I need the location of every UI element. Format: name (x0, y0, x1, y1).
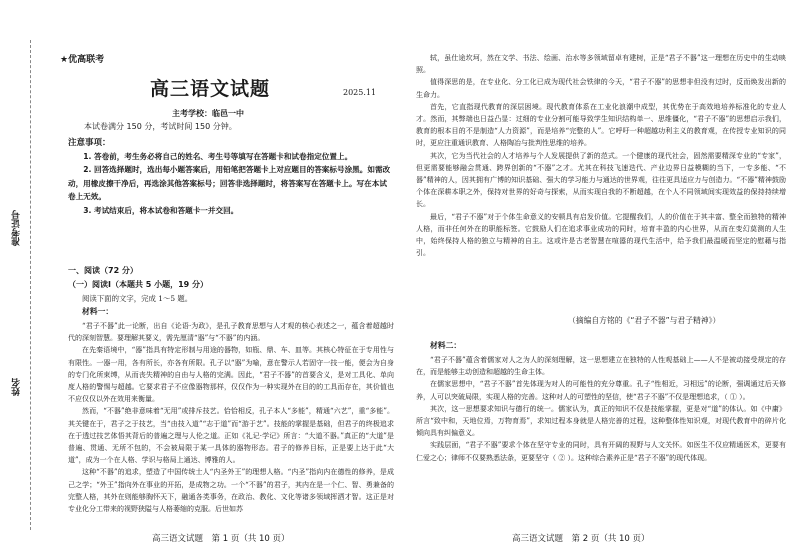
notice-title: 注意事项： (68, 138, 111, 148)
footer-page-1: 高三语文试题 第 1 页（共 10 页） (152, 534, 290, 544)
cut-line (30, 40, 31, 530)
notice-item: 1. 答卷前，考生务必将自己的姓名、考生号等填写在答题卡和试卷指定位置上。 (83, 152, 353, 161)
paragraph: “君子不器”蕴含着儒家对人之为人的深刻理解，这一思想建立在独特的人性观基础上——人不是被动接受规定的存在，而是能够主动创造和超越的生命主体。 (416, 356, 786, 377)
paragraph: 然而，“不器”绝非意味着“无用”或排斥技艺。恰恰相反，孔子本人“多能”，精通“六艺”，重“多能”。其关键在于，君子之于技艺，当“由技入道”“志于道”而“游于艺”。技能的掌握是基础，但君子的终极追求在于透过技艺体悟其背后的普遍之理与人伦之道。正如《礼记·学记》所言：“大道不器。”真正的“大道”是普遍、贯通、无所不包的，不会被局限于某一具体的器物形态。君子的修养目标，正是要上达于此“大道”，成为一个在人格、学识与格局上通达、博雅的人。 (68, 407, 394, 465)
paragraph: 这种“不器”的追求，塑造了中国传统士人“内圣外王”的理想人格。“内圣”指向内在德性的修养，是成己之学；“外王”指向外在事业的开拓，是成物之功。一个“不器”的君子，其内在是一个仁、智、勇兼备的完整人格，其外在则能够胸怀天下，融通各类事务，在政治、教化、文化等诸多领域挥洒才智。这正是对专业化分工带来的视野狭隘与人格萎缩的克服。后世如苏 (68, 468, 394, 514)
section-title: 一、阅读（72 分） (68, 266, 138, 275)
page-title: 高三语文试题 (150, 78, 271, 100)
notice-list (68, 150, 394, 217)
paragraph: 首先，它直指现代教育的深层困境。现代教育体系在工业化浪潮中成型，其优势在于高效地培养标准化的专业人才。然而，其弊端也日益凸显：过细的专业分割可能导致学生知识结构单一、思维僵化，“君子不器”的思想启示我们，教育的根本目的不是制造“人力资源”，而是培养“完整的人”。它呼吁一种超越功利主义的教育观，在传授专业知识的同时，更应注重通识教育、人格陶冶与批判性思维的培养。 (416, 102, 786, 148)
paragraph: 其次，这一思想要求知识与德行的统一。儒家认为，真正的知识不仅是技能掌握，更是对“道”的体认。如《中庸》所言“致中和，天地位焉，万物育焉”，求知过程本身就是人格完善的过程，这种整体性知识观，对现代教育中的碎片化倾向具有纠偏意义。 (416, 404, 786, 438)
subsection-title: （一）阅读Ⅰ（本题共 5 小题，19 分） (68, 280, 209, 289)
material-one-heading: 材料一： (82, 307, 114, 316)
candidate-number-label: 准考证号 (12, 210, 22, 246)
paragraph: 其次，它为当代社会的人才培养与个人发展提供了新的范式。一个健康的现代社会，固然需要精深专业的“专家”，但更需要能够融会贯通、跨界创新的“不器”之才。尤其在科技飞速迭代、产业边界日益模糊的当下，一专多能、“不器”精神的人，因其拥有广博的知识基础、强大的学习能力与通达的世界观，往往更具适应力与创造力。“不器”精神鼓励个体在深耕本职之外，保持对世界的好奇与探索，从而实现自我的不断超越，在个人不同领域间实现效益的保持持续增长。 (416, 151, 786, 209)
paragraph: “君子不器”此一论断，出自《论语·为政》，是孔子教育思想与人才观的核心表述之一，蕴含着超越时代的深刻智慧。要理解其要义，需先厘清“器”与“不器”的内涵。 (68, 322, 394, 343)
source-citation: （摘编自方铭的《“君子不器”与君子精神》） (568, 316, 721, 325)
notice-item: 3. 考试结束后，将本试卷和答题卡一并交回。 (83, 205, 239, 215)
material-one-continued (416, 52, 786, 259)
instruction: 阅读下面的文字，完成 1～5 题。 (82, 294, 193, 303)
exam-info: 本试卷满分 150 分，考试时间 150 分钟。 (84, 122, 237, 131)
material-two-text (416, 354, 786, 464)
footer-page-2: 高三语文试题 第 2 页（共 10 页） (512, 534, 650, 544)
material-two-heading: 材料二： (430, 341, 462, 350)
host-school: 主考学校：临邑一中 (172, 109, 244, 118)
material-one-text (68, 320, 394, 515)
paragraph: 轼，虽仕途坎坷，然在文学、书法、绘画、治水等多领域留卓有建树，正是“君子不器”这一理想在历史中的生动映照。 (416, 54, 786, 75)
exam-tag: ★优高联考 (60, 55, 105, 65)
paragraph: 值得深思的是，在专业化、分工化已成为现代社会铁律的今天，“君子不器”的思想非但没有过时，反而焕发出新的生命力。 (416, 78, 786, 99)
paragraph: 实践层面，“君子不器”要求个体在坚守专业的同时，具有开阔的视野与人文关怀。如医生不仅应精通医术，更要有仁爱之心；律师不仅要熟悉法条，更要坚守（ ② ）。这种综合素养正是“君子不器”的现代体现。 (416, 441, 786, 462)
paragraph: 在儒家思想中，“君子不器”首先体现为对人的可能性的充分尊重。孔子“性相近，习相远”的论断，强调通过后天修养，人可以突破局限，实现人格的完善。这种对人的可塑性的坚信，使“君子不器”不仅是理想追求，（ ① ）。 (416, 380, 786, 401)
binding-gutter (4, 0, 32, 558)
paragraph: 最后，“君子不器”对于个体生命意义的安顿具有启发价值。它提醒我们，人的价值在于其丰富、整全而独特的精神人格，而非任何外在的职能标签。它鼓励人们在追求事业成功的同时，培育丰盈的内心世界，从而在变幻莫测的人生中，始终保持人格的独立与精神的自主。这或许是古老智慧在喧嚣的现代生活中，给予我们最温暖而坚定的慰藉与指引。 (416, 212, 786, 258)
paragraph: 在先秦语境中，“器”指具有特定形制与用途的器物，如瓶、鼎、车、皿等。其核心特征在于专用性与有限性。一器一用，各有所长，亦各有所限。孔子以“器”为喻，意在警示人若固守一技一能，便会为自身的专门化所束缚，从而丧失精神的自由与人格的完满。因此，“君子不器”的首要含义，是对工具化、单向度人格的警惕与超越。它要求君子不应像器物那样，仅仅作为一种实现外在目的的工具而存在，其价值也不应仅仅以外在效用来衡量。 (68, 346, 394, 404)
notice-item: 2. 回答选择题时，选出每小题答案后，用铅笔把答题卡上对应题目的答案标号涂黑。如需改动，用橡皮擦干净后，再选涂其他答案标号；回答非选择题时，将答案写在答题卡上。写在本试卷上无效。 (68, 165, 391, 202)
name-label: 姓名 (12, 378, 22, 396)
exam-date: 2025.11 (343, 88, 377, 97)
